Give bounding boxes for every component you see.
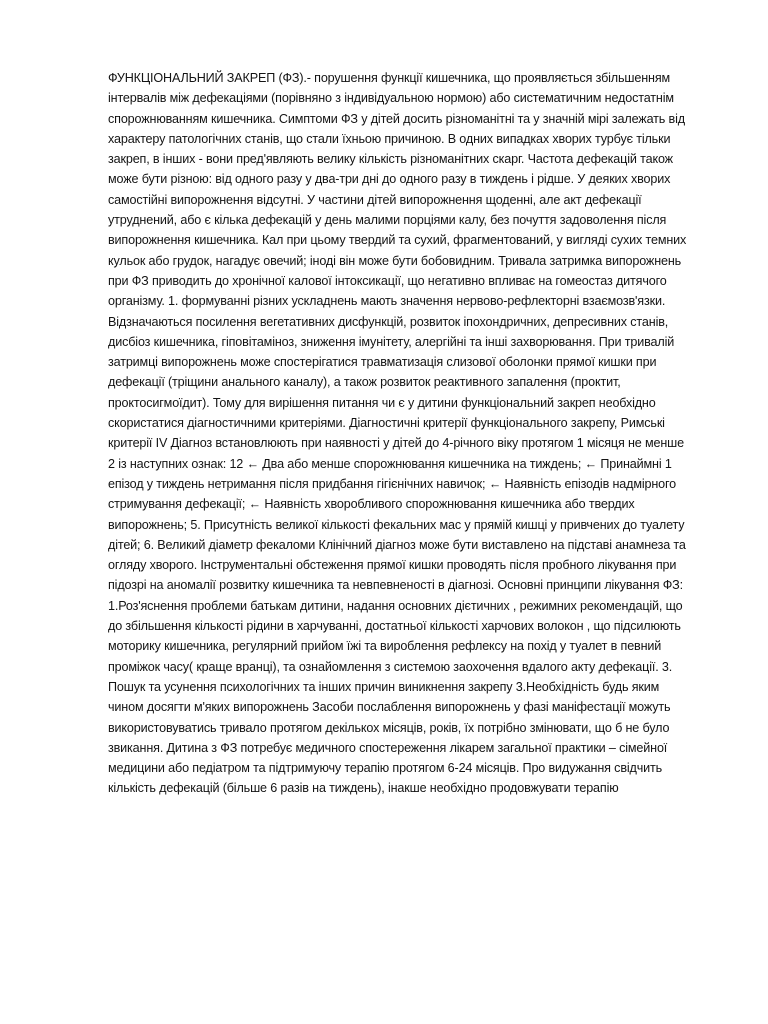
document-body-text: ФУНКЦІОНАЛЬНИЙ ЗАКРЕП (ФЗ).- порушення функції кишечника, що проявляється збільшенням інтервалів між дефекаціями (порівняно з індивідуальною нормою) або систематичним недостатнім спорожнюванням кишечника. Симптоми ФЗ у дітей досить різноманітні та у значній мірі залежать від характеру патологічних станів, що стали їхньою причиною. В одних випадках хворих турбує тільки закреп, в інших - вони пред'являють велику кількість різноманітних скарг. Частота дефекацій також може бути різною: від одного разу у два-три дні до одного разу в тиждень і рідше. У деяких хворих самостійні випорожнення відсутні. У частини дітей випорожнення щоденні, але акт дефекації утруднений, або є кілька дефекацій у день малими порціями калу, без почуття задоволення після випорожнення кишечника. Кал при цьому твердий та сухий, фрагментований, у вигляді сухих темних кульок або грудок, нагадує овечий; іноді він може бути бобовидним. Тривала затримка випорожнень при ФЗ приводить до хронічної калової інтоксикації, що негативно впливає на гомеостаз дитячого організму. 1. формуванні різних ускладнень мають значення нервово-рефлекторні взаємозв'язки. Відзначаються посилення вегетативних дисфункцій, розвиток іпохондричних, депресивних станів, дисбіоз кишечника, гіповітаміноз, зниження імунітету, алергійні та інші захворювання. При тривалій затримці випорожнень може спостерігатися травматизація слизової оболонки прямої кишки при дефекації (тріщини анального каналу), а також розвиток реактивного запалення (проктит, проктосигмоїдит). Тому для вирішення питання чи є у дитини функціональний закреп необхідно скористатися діагностичними критеріями. Діагностичні критерії функціонального закрепу, Римські критерії IV Діагноз встановлюють при наявності у дітей до 4-річного віку протягом 1 місяця не менше 2 із наступних ознак: 12 ← Два або менше спорожнювання кишечника на тиждень; ← Принаймні 1 епізод у тиждень нетримання після придбання гігієнічних навичок; ← Наявність епізодів надмірного стримування дефекації; ← Наявність хворобливого спорожнювання кишечника або твердих випорожнень; 5. Присутність великої кількості фекальних мас у прямій кишці у привчених до туалету дітей; 6. Великий діаметр фекаломи Клінічний діагноз може бути виставлено на підставі анамнеза та огляду хворого. Інструментальні обстеження прямої кишки проводять після пробного лікування при підозрі на аномалії розвитку кишечника та невпевненості в діагнозі. Основні принципи лікування ФЗ: 1.Роз'яснення проблеми батькам дитини, надання основних дієтичних , режимних рекомендацій, що до збільшення кількості рідини в харчуванні, достатньої кількості харчових волокон , що підсилюють моторику кишечника, регулярний прийом їжі та вироблення рефлексу на похід у туалет в певний проміжок часу( краще вранці), та ознайомлення з системою заохочення вдалого акту дефекації. 3. Пошук та усунення психологічних та інших причин виникнення закрепу 3.Необхідність будь яким чином досягти м'яких випорожнень Засоби послаблення випорожнень у фазі маніфестації можуть використовуватись тривало протягом декількох місяців, років, їх потрібно змінювати, що б не було звикання. Дитина з ФЗ потребує медичного спостереження лікарем загальної практики – сімейної медицини або педіатром та підтримуючу терапію протягом 6-24 місяців. Про видужання свідчить кількість дефекацій (більше 6 разів на тиждень), інакше необхідно продовжувати терапію (108, 71, 687, 796)
